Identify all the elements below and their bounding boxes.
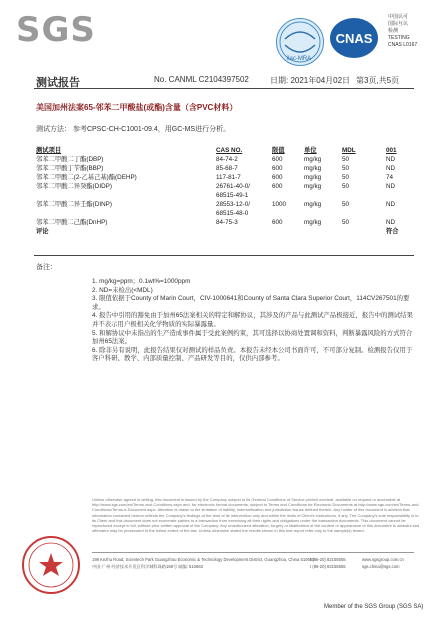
header-limit: 限值	[272, 147, 285, 154]
table-row	[36, 182, 414, 200]
row-result: ND	[386, 183, 396, 190]
results-table	[36, 146, 414, 236]
cnas-seal-icon	[328, 14, 380, 62]
table-row	[36, 173, 414, 182]
cnas-side-line: 国际互认	[388, 21, 409, 27]
address-en: 198 Kezhu Road, Scientech Park Guangzhou Economic & Technology Development District, Guangzhou, China 510663	[92, 557, 315, 562]
address-cn: 中国·广州·经济技术开发区科学城科珠路198号 邮编: 510663	[92, 564, 203, 569]
notes-label: 备注：	[36, 264, 57, 271]
cnas-side-line: 中国认可	[388, 14, 409, 20]
address-phone: t (86-20) 82155555	[310, 557, 346, 562]
row-cas-secondary: 68515-49-1	[216, 192, 249, 199]
row-cas-secondary: 68515-48-0	[216, 210, 249, 217]
row-limit: 1000	[272, 201, 287, 208]
test-method: 测试方法： 参考CPSC-CH-C1001-09.4，用GC-MS进行分析。	[36, 126, 231, 133]
cnas-side-line: 检测	[388, 28, 399, 34]
report-date: 日期: 2021年04月02日	[270, 76, 351, 85]
cnas-side-line: CNAS L0167	[388, 42, 418, 48]
table-header-row	[36, 146, 414, 155]
note-item: 4. 报告中引用的豁免由于加州65法案相关的特定和解协议，其涉及的产品与此测试产品极接近，报告中的测试结果并不表示用户极相关化学物质的实际暴露量。	[92, 312, 413, 328]
row-limit: 600	[272, 165, 283, 172]
row-mdl: 50	[342, 183, 350, 190]
row-unit: mg/kg	[304, 201, 322, 208]
table-row	[36, 164, 414, 173]
cnas-side-line: TESTING	[388, 35, 410, 41]
row-limit: 600	[272, 156, 283, 163]
table-row	[36, 155, 414, 164]
ilac-mra-label: ilac-MRA	[286, 56, 312, 62]
address-row-cn	[92, 564, 422, 571]
row-mdl: 50	[342, 174, 350, 181]
table-row	[36, 218, 414, 227]
notes-block	[92, 278, 414, 364]
row-mdl: 50	[342, 165, 350, 172]
row-limit: 600	[272, 183, 283, 190]
table-bottom-divider	[34, 255, 414, 256]
row-unit: mg/kg	[304, 219, 322, 226]
row-cas: 26761-40-0/	[216, 183, 250, 190]
header-unit: 单位	[304, 147, 317, 154]
header-mdl: MDL	[342, 147, 356, 154]
note-item: 1. mg/kg=ppm；0.1wt%=1000ppm	[92, 278, 191, 285]
note-item: 2. ND=未检出(<MDL)	[92, 286, 153, 294]
verdict-result: 符合	[386, 228, 399, 235]
address-website: www.sgsgroup.com.cn	[362, 557, 404, 562]
header-item: 测试项目	[36, 147, 62, 154]
row-cas: 85-68-7	[216, 165, 238, 172]
row-unit: mg/kg	[304, 174, 322, 181]
address-divider	[92, 552, 414, 553]
report-title: 测试报告	[36, 77, 80, 89]
row-mdl: 50	[342, 201, 350, 208]
address-phone: t (86-20) 82155555	[310, 564, 346, 569]
terms-fine-print: Unless otherwise agreed in writing, this document is issued by the Company subject to its General Conditions of Service printed overleaf, available on request or accessible at http://www.sgs.com/en/Terms-and-Conditions.aspx and, for electronic format documents, subject to Terms and Conditions for Electronic Documents at http://www.sgs.com/en/Terms-and-Conditions/Terms-e-Document.aspx. Attention is drawn to the limitation of liability, indemnification and jurisdiction issues defined therein. Any holder of this document is advised that information contained hereon reflects the Company's findings at the time of its intervention only and within the limits of Client's instructions, if any. The Company's sole responsibility is to its Client and this document does not exonerate parties to a transaction from exercising all their rights and obligations under the transaction documents. This document cannot be reproduced except in full, without prior written approval of the Company. Any unauthorized alteration, forgery or falsification of the content or appearance of this document is unlawful and offenders may be prosecuted to the fullest extent of the law. Unless otherwise stated the results shown in this test report refer only to the sample(s) tested.	[92, 497, 420, 534]
cnas-label: CNAS	[335, 31, 373, 46]
table-row	[36, 200, 414, 218]
row-result: ND	[386, 156, 396, 163]
row-cas: 84-75-3	[216, 219, 238, 226]
row-result: 74	[386, 174, 394, 181]
header-divider	[34, 88, 414, 89]
row-cas: 28553-12-0/	[216, 201, 250, 208]
row-unit: mg/kg	[304, 156, 322, 163]
address-block	[92, 557, 422, 571]
row-cas: 117-81-7	[216, 174, 241, 181]
row-unit: mg/kg	[304, 165, 322, 172]
row-unit: mg/kg	[304, 183, 322, 190]
row-result: ND	[386, 219, 396, 226]
row-result: ND	[386, 165, 396, 172]
row-limit: 600	[272, 174, 283, 181]
row-item: 邻苯二甲酸二异壬酯(DINP)	[36, 201, 112, 208]
row-item: 邻苯二甲酸二(2-乙基己基)酯(DEHP)	[36, 174, 137, 181]
header-cas: CAS NO.	[216, 147, 243, 154]
note-item: 6. 除非另有说明，此报告结果仅对测试的样品负责。本报告未经本公司书面许可，不可部分复制。检测报告仅用于客户科研、教学、内部质量控制、产品研发等目的，仅供内部参考。	[92, 346, 413, 363]
address-row-en	[92, 557, 422, 564]
row-item: 邻苯二甲酸二己酯(DnHP)	[36, 219, 108, 226]
report-page-number: 第3页,共5页	[356, 76, 400, 85]
row-mdl: 50	[342, 156, 350, 163]
member-line: Member of the SGS Group (SGS SA)	[324, 604, 424, 610]
note-item: 3. 限值依据于County of Marin Court，CIV-1000641和County of Santa Clara Superior Court，114CV267501的要求。	[92, 295, 410, 311]
row-item: 邻苯二甲酸二异癸酯(DIDP)	[36, 183, 112, 190]
row-item: 邻苯二甲酸丁苄酯(BBP)	[36, 165, 104, 172]
verdict-label: 评论	[36, 228, 49, 235]
section-title: 美国加州法案65-邻苯二甲酸盐(或酯)含量（含PVC材料）	[36, 103, 238, 112]
row-mdl: 50	[342, 219, 350, 226]
cnas-side-text	[388, 14, 432, 49]
address-email: sgs.china@sgs.com	[362, 564, 400, 569]
row-result: ND	[386, 201, 396, 208]
verdict-row	[36, 227, 414, 236]
sgs-logo: SGS	[16, 10, 96, 50]
row-item: 邻苯二甲酸二丁酯(DBP)	[36, 156, 104, 163]
company-seal-stamp-icon	[20, 534, 82, 596]
note-item: 5. 和解协议中未指出的生产造成事件属于受此案例约束，其可选择以协商处置调和资料，判断暴露风险的方式符合加州65法案。	[92, 329, 413, 346]
header-result: 001	[386, 147, 397, 154]
row-cas: 84-74-2	[216, 156, 238, 163]
report-number: No. CANML C2104397502	[154, 75, 249, 84]
row-limit: 600	[272, 219, 283, 226]
